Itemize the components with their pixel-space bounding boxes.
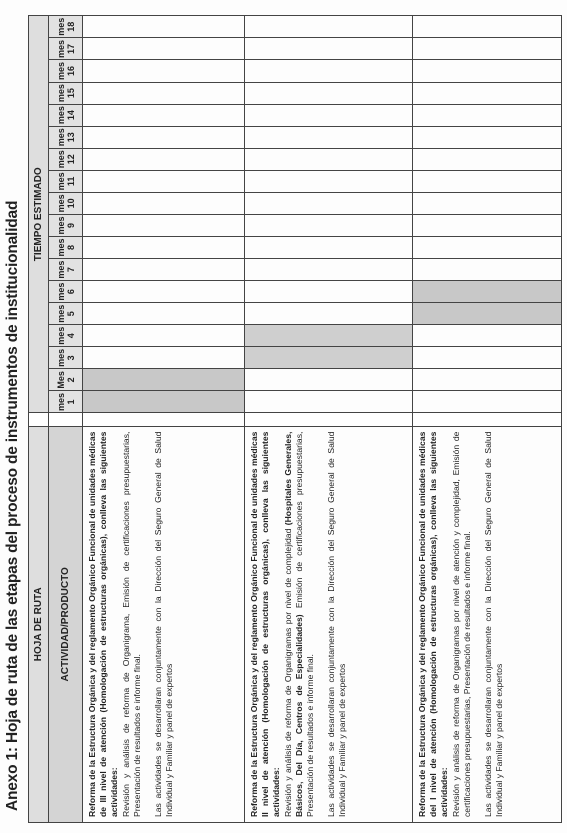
month-header-15 — [49, 82, 83, 104]
month-header-number: 6 — [65, 289, 76, 295]
month-cell — [413, 170, 562, 192]
month-header-label: mes — [55, 39, 66, 58]
month-header-label: mes — [55, 238, 66, 257]
month-cell — [245, 60, 413, 82]
month-header-label: mes — [55, 282, 66, 301]
month-cell — [413, 325, 562, 347]
row-gap — [245, 413, 413, 426]
month-header-2 — [49, 369, 83, 391]
activity-description — [417, 432, 473, 817]
month-header-3 — [49, 347, 83, 369]
month-header-label: mes — [55, 260, 66, 279]
month-cell-active — [83, 369, 245, 391]
month-cell — [413, 16, 562, 38]
month-header-label: mes — [55, 326, 66, 345]
month-cell — [83, 281, 245, 303]
month-header-5 — [49, 303, 83, 325]
month-cell — [83, 82, 245, 104]
month-header-18 — [49, 16, 83, 38]
activity-row — [245, 16, 413, 823]
month-cell — [245, 259, 413, 281]
month-cell — [245, 104, 413, 126]
activity-detail: Revisión y análisis de reforma de Organigramas por nivel de atención y complejidad, Emisión de certificaciones presupuestarias, Presentación de resultados e informe final. — [450, 431, 472, 817]
month-header-number: 14 — [65, 110, 76, 121]
month-cell — [245, 16, 413, 38]
month-cell — [245, 192, 413, 214]
activity-detail-part: Emisión de certificaciones presupuestarias, Presentación de resultados e informe final. — [293, 431, 316, 817]
month-header-label: Mes — [55, 371, 66, 389]
activity-cell — [245, 426, 413, 822]
month-cell — [413, 38, 562, 60]
activity-title: Reforma de la Estructura Orgánica y del reglamento Orgánico Funcional de unidades médicas del I nivel de atención (Homologación de estructuras orgánicas), conlleva las siguientes actividades: — [417, 431, 450, 817]
month-cell — [83, 325, 245, 347]
month-cell-active — [413, 303, 562, 325]
month-header-9 — [49, 214, 83, 236]
month-cell — [245, 391, 413, 413]
month-cell — [413, 391, 562, 413]
month-header-label: mes — [55, 17, 66, 36]
month-cell — [83, 259, 245, 281]
activity-description — [249, 432, 316, 817]
month-cell — [413, 104, 562, 126]
month-header-number: 5 — [65, 311, 76, 317]
activity-detail-part: (Hospitales Generales, Básicos, Del Día, Centros de Especialidades) — [282, 431, 304, 817]
row-gap — [83, 413, 245, 426]
month-cell-active — [413, 281, 562, 303]
month-cell — [83, 60, 245, 82]
month-header-number: 16 — [65, 66, 76, 77]
month-cell — [245, 82, 413, 104]
activity-note: Las actividades se desarrollaran conjuntamente con la Dirección del Seguro General de Salud Individual y Familiar y panel de expertos — [326, 431, 348, 817]
month-cell — [245, 369, 413, 391]
month-header-label: mes — [55, 84, 66, 103]
header-actividad-producto: ACTIVIDAD/PRODUCTO — [49, 426, 83, 822]
month-cell — [413, 126, 562, 148]
month-header-label: mes — [55, 150, 66, 169]
month-header-10 — [49, 192, 83, 214]
month-header-number: 2 — [65, 377, 76, 383]
month-header-17 — [49, 38, 83, 60]
month-header-number: 10 — [65, 198, 76, 209]
month-cell — [83, 148, 245, 170]
month-cell — [413, 259, 562, 281]
month-cell-active — [245, 325, 413, 347]
month-cell — [413, 148, 562, 170]
month-header-number: 11 — [65, 176, 76, 187]
activity-title: Reforma de la Estructura Orgánica y del reglamento Orgánico Funcional de unidades médicas II nivel de atención (Homologación de estructuras orgánicas), conlleva las siguientes actividades: — [249, 431, 282, 817]
month-header-number: 18 — [65, 21, 76, 32]
month-cell — [83, 347, 245, 369]
activity-row — [413, 16, 562, 823]
activity-cell — [83, 426, 245, 822]
activity-title: Reforma de la Estructura Orgánica y del reglamento Orgánico Funcional de unidades médicas de III nivel de atención (Homologación de estructuras orgánicas), conlleva las siguientes actividades: — [87, 431, 120, 817]
month-header-number: 15 — [65, 88, 76, 99]
row-gap — [413, 413, 562, 426]
month-header-label: mes — [55, 194, 66, 213]
month-cell — [83, 16, 245, 38]
month-header-label: mes — [55, 106, 66, 125]
month-cell — [413, 214, 562, 236]
month-cell — [413, 347, 562, 369]
month-header-1 — [49, 391, 83, 413]
month-cell — [245, 214, 413, 236]
month-header-number: 4 — [65, 333, 76, 339]
month-header-16 — [49, 60, 83, 82]
month-cell-active — [83, 391, 245, 413]
month-header-7 — [49, 259, 83, 281]
month-header-number: 13 — [65, 132, 76, 143]
month-header-number: 9 — [65, 222, 76, 228]
header-hoja-de-ruta: HOJA DE RUTA — [29, 426, 49, 822]
month-cell — [83, 192, 245, 214]
month-cell — [83, 303, 245, 325]
month-header-6 — [49, 281, 83, 303]
month-cell — [245, 236, 413, 258]
month-cell — [245, 38, 413, 60]
month-cell — [83, 214, 245, 236]
month-header-label: mes — [55, 348, 66, 367]
activity-note: Las actividades se desarrollaran conjuntamente con la Dirección del Seguro General de Salud Individual y Familiar y panel de expertos — [153, 431, 175, 817]
activity-detail: Revisión y análisis de reforma de Organigrama, Emisión de certificaciones presupuestarias, Presentación de resultados e informe final. — [120, 431, 142, 817]
activity-cell — [413, 426, 562, 822]
month-cell — [245, 148, 413, 170]
month-header-12 — [49, 148, 83, 170]
month-cell — [83, 170, 245, 192]
month-cell — [413, 82, 562, 104]
month-cell — [83, 38, 245, 60]
month-header-number: 17 — [65, 43, 76, 54]
month-cell — [83, 126, 245, 148]
month-header-number: 8 — [65, 245, 76, 251]
month-header-number: 1 — [65, 399, 76, 405]
header-tiempo-estimado: TIEMPO ESTIMADO — [29, 16, 49, 413]
month-cell — [83, 236, 245, 258]
month-header-label: mes — [55, 392, 66, 411]
month-cell — [83, 104, 245, 126]
month-cell — [245, 170, 413, 192]
month-header-number: 3 — [65, 355, 76, 361]
month-header-14 — [49, 104, 83, 126]
month-cell — [413, 369, 562, 391]
header-gap — [29, 413, 49, 426]
month-header-8 — [49, 236, 83, 258]
month-header-13 — [49, 126, 83, 148]
month-header-number: 12 — [65, 154, 76, 165]
activity-note: Las actividades se desarrollaran conjuntamente con la Dirección del Seguro General de Salud Individual y Familiar y panel de expertos — [483, 431, 505, 817]
document-title: Anexo 1: Hoja de ruta de las etapas del proceso de instrumentos de institucionalidad — [4, 200, 21, 811]
month-header-label: mes — [55, 216, 66, 235]
month-gap — [49, 413, 83, 426]
activity-row — [83, 16, 245, 823]
month-header-4 — [49, 325, 83, 347]
month-cell-active — [245, 347, 413, 369]
month-header-label: mes — [55, 128, 66, 147]
month-cell — [413, 192, 562, 214]
activity-description — [87, 432, 143, 817]
month-cell — [413, 60, 562, 82]
roadmap-table — [28, 15, 562, 823]
month-header-label: mes — [55, 304, 66, 323]
month-cell — [245, 281, 413, 303]
month-header-11 — [49, 170, 83, 192]
activity-detail-part: Revisión y análisis de reforma de Organigramas por nivel de complejidad — [282, 525, 293, 817]
month-header-number: 7 — [65, 267, 76, 273]
month-cell — [413, 236, 562, 258]
month-cell — [245, 303, 413, 325]
month-cell — [245, 126, 413, 148]
month-header-label: mes — [55, 172, 66, 191]
month-header-label: mes — [55, 62, 66, 81]
